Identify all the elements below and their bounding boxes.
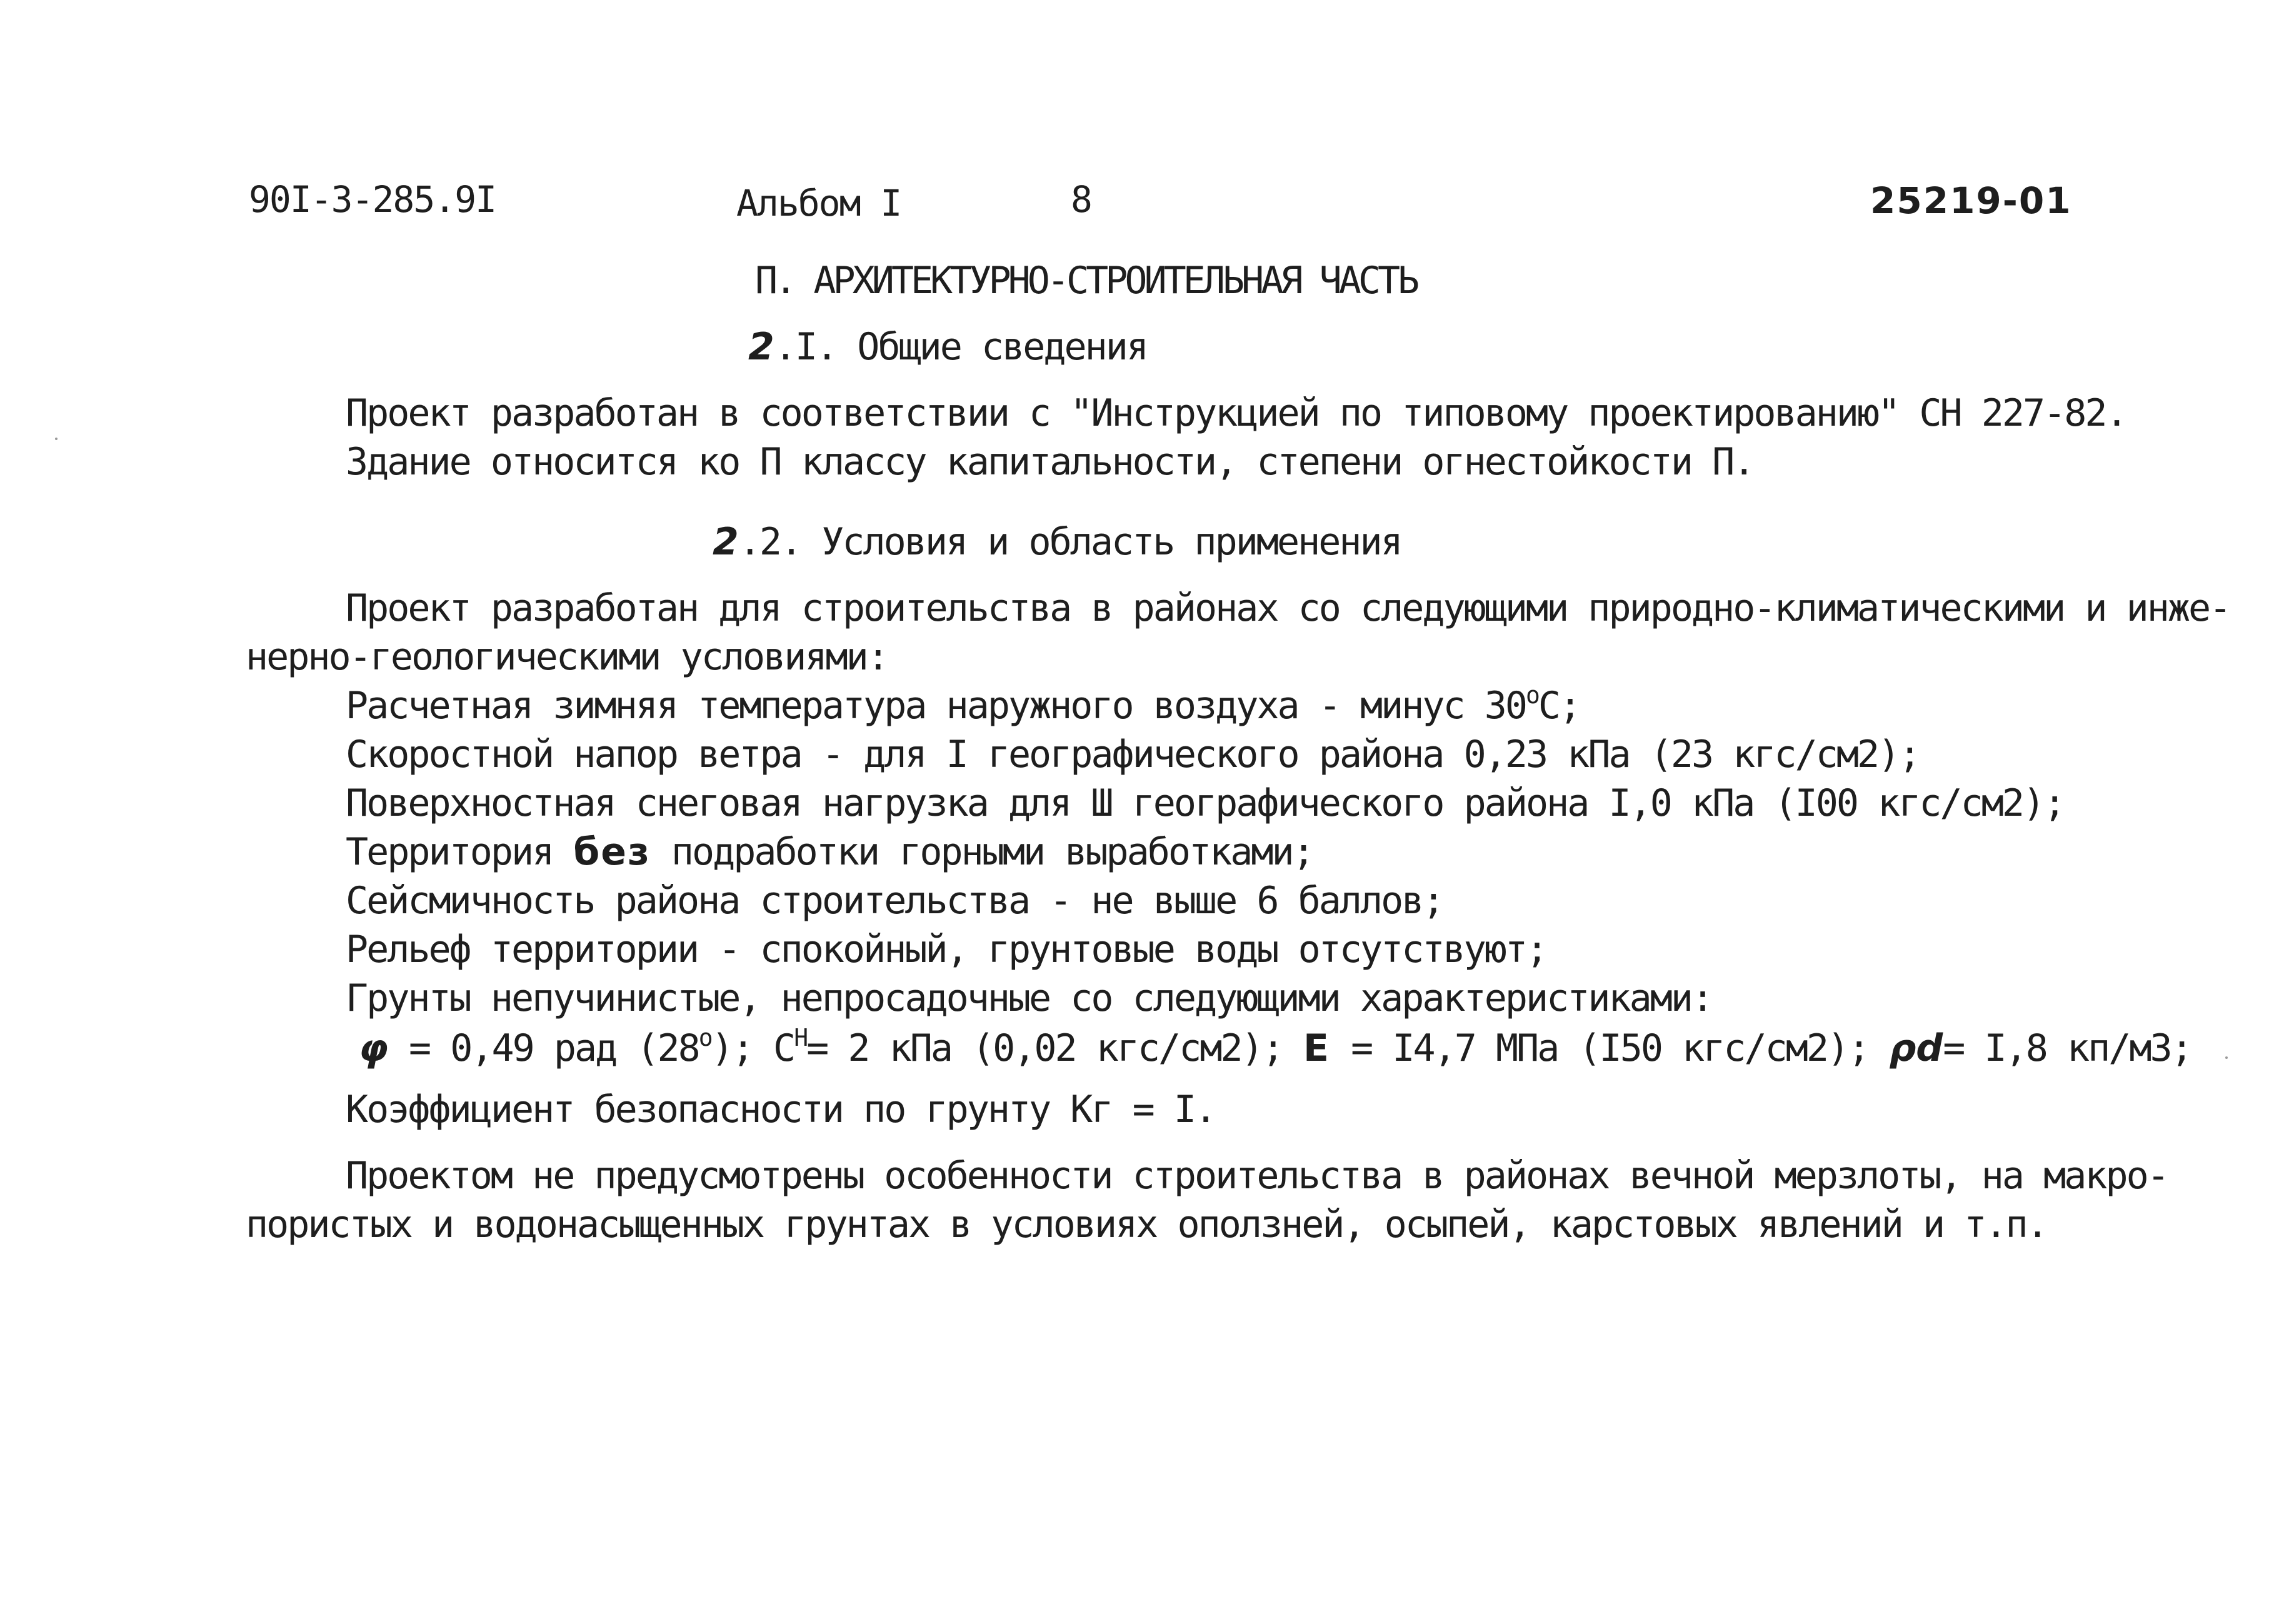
scan-speck xyxy=(55,438,58,440)
handwritten-word: без xyxy=(573,830,651,874)
subsection-number: .I. xyxy=(774,325,837,369)
condition-temperature: Расчетная зимняя температура наружного воздуха - минус $30^оС$; xyxy=(346,681,1580,728)
condition-snow: Поверхностная снеговая нагрузка для Ш географического района I,0 кПа (I00 кгс/см2); xyxy=(346,781,2065,825)
condition-wind: Скоростной напор ветра - для I географического района 0,23 кПа (23 кгс/см2); xyxy=(346,733,1920,776)
paragraph-1-line-1: Проект разработан в соответствии с "Инструкцией по типовому проектированию" СН 227-82. xyxy=(346,391,2126,435)
paragraph-2-line-1: Проект разработан для строительства в районах со следующими природно-климатическими и инже- xyxy=(346,586,2230,630)
subsection-number: .2. xyxy=(738,520,801,564)
subsection-heading-conditions xyxy=(713,518,1401,566)
condition-territory: Территория без подработки горными выработками; xyxy=(346,830,1313,874)
condition-seismic: Сейсмичность района строительства - не выше 6 баллов; xyxy=(346,879,1443,923)
album-label: Альбом I xyxy=(736,182,901,224)
soil-parameters: φ = 0,49 рад $(28^о)$; $С^Н= 2$ кПа (0,02 кгс/см2); E = I4,7 МПа (I50 кгс/см2); ρd= I,8 кп/м3; xyxy=(359,1024,2191,1070)
paragraph-3-line-2: пористых и водонасыщенных грунтах в условиях оползней, осыпей, карстовых явлений и т.п. xyxy=(246,1203,2047,1246)
e-symbol: E xyxy=(1303,1026,1331,1070)
paragraph-1-line-2: Здание относится ко П классу капитальности, степени огнестойкости П. xyxy=(346,440,1754,484)
phi-symbol: φ xyxy=(359,1026,388,1070)
subsection-title: Общие сведения xyxy=(857,325,1147,369)
paragraph-2-line-2: нерно-геологическими условиями: xyxy=(246,635,888,679)
paragraph-3-line-1: Проектом не предусмотрены особенности строительства в районах вечной мерзлоты, на макро- xyxy=(346,1154,2168,1198)
condition-relief: Рельеф территории - спокойный, грунтовые воды отсутствуют; xyxy=(346,928,1547,971)
subsection-title: Условия и область применения xyxy=(821,520,1401,564)
page-number: 8 xyxy=(1071,178,1091,221)
subsection-number-handwritten: 2 xyxy=(748,325,774,369)
subsection-heading-general xyxy=(748,323,1147,371)
section-title: П. АРХИТЕКТУРНО-СТРОИТЕЛЬНАЯ ЧАСТЬ xyxy=(755,259,1417,303)
document-number: 90I-3-285.9I xyxy=(249,178,496,221)
scan-speck xyxy=(2225,1056,2228,1059)
safety-factor: Коэффициент безопасности по грунту Кг = I. xyxy=(346,1088,1216,1131)
document-code: 25219-01 xyxy=(1870,179,2072,222)
condition-soils: Грунты непучинистые, непросадочные со следующими характеристиками: xyxy=(346,976,1713,1020)
subsection-number-handwritten: 2 xyxy=(713,520,739,564)
rho-symbol: ρd xyxy=(1889,1026,1943,1070)
